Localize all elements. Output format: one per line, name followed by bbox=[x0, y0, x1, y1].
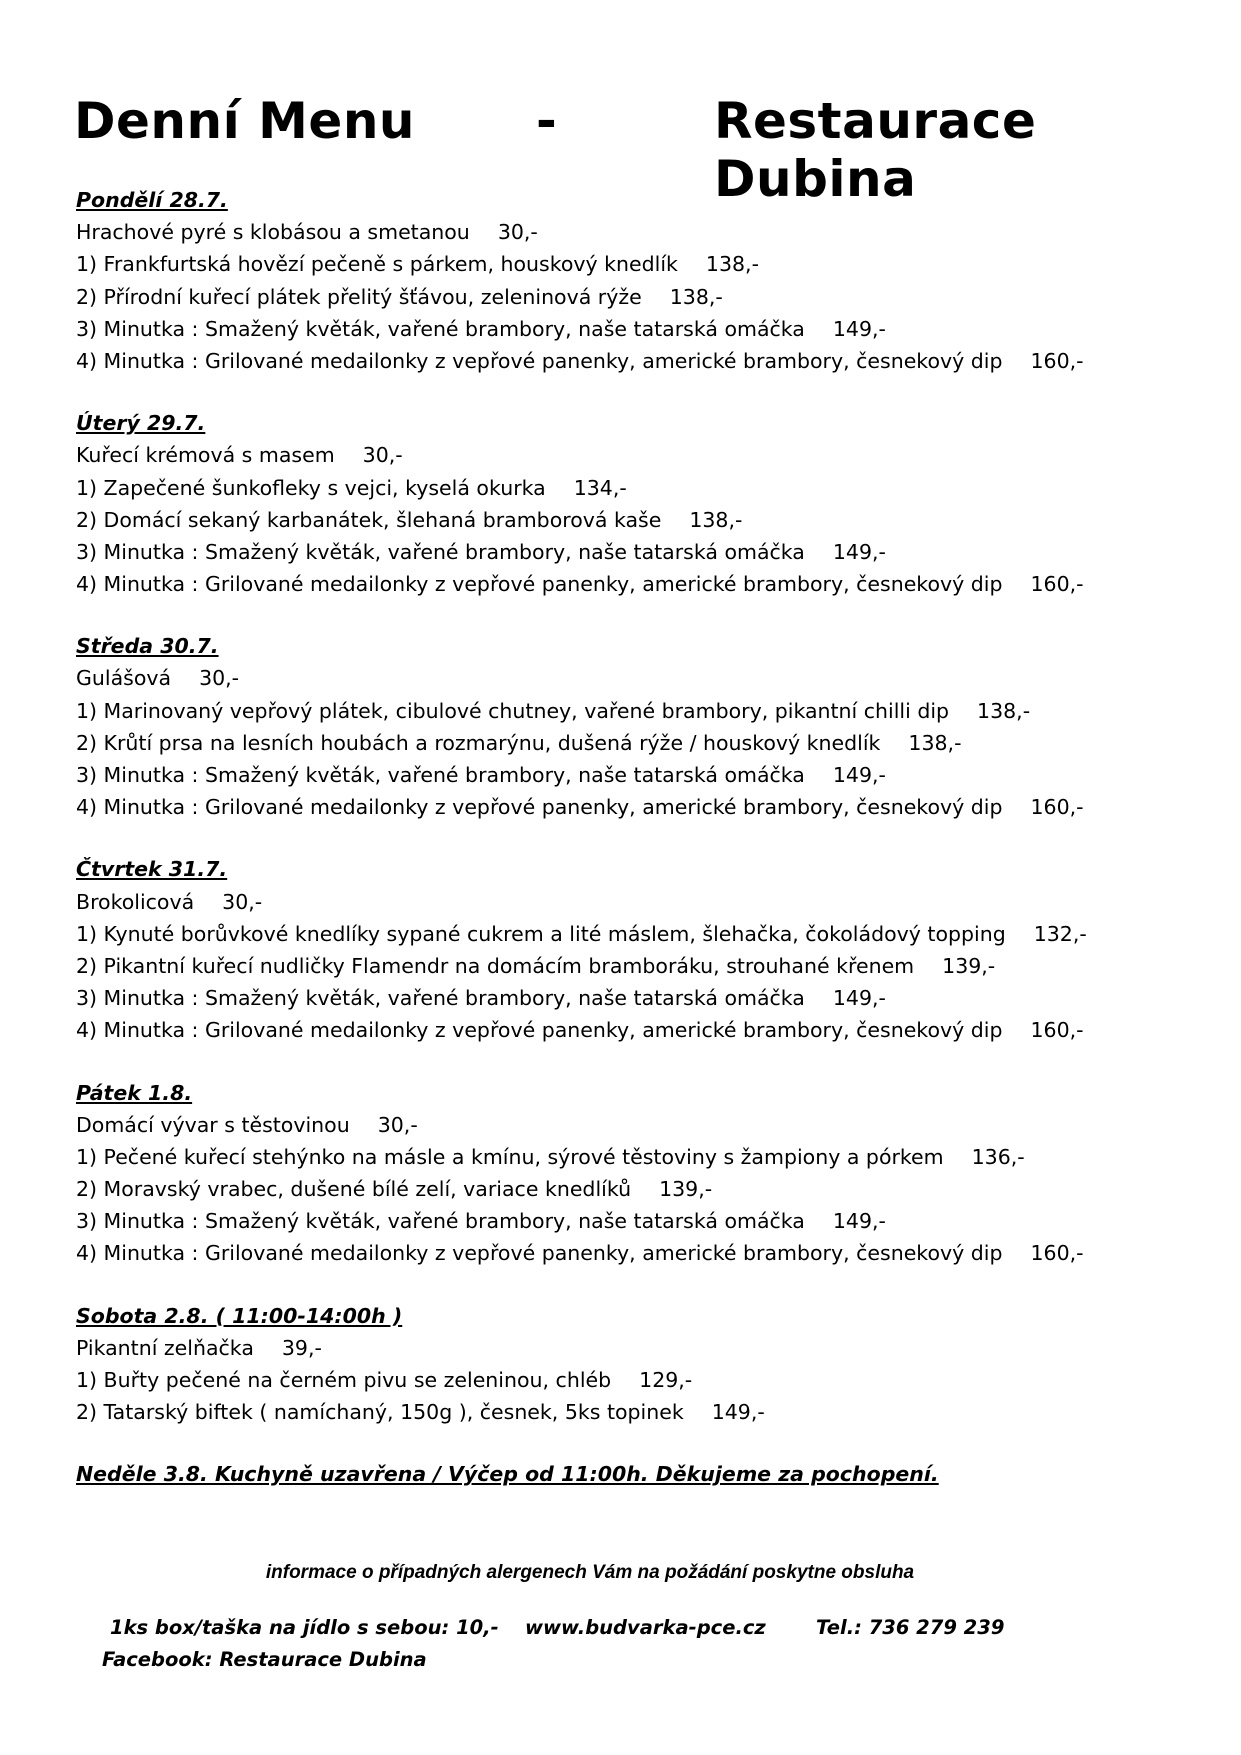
menu-item-price: 30,- bbox=[222, 889, 263, 914]
menu-item-name: Kuřecí krémová s masem bbox=[76, 443, 335, 468]
menu-item bbox=[76, 504, 1196, 536]
menu-item bbox=[76, 886, 1196, 918]
menu-item bbox=[76, 536, 1196, 568]
menu-item bbox=[76, 791, 1196, 823]
title-dash: - bbox=[536, 92, 558, 150]
menu-item-price: 134,- bbox=[573, 475, 627, 500]
menu-item-price: 138,- bbox=[908, 730, 962, 755]
day-heading: Středa 30.7. bbox=[76, 634, 219, 659]
menu-item bbox=[76, 216, 1196, 248]
menu-item bbox=[76, 345, 1196, 377]
menu-item bbox=[76, 918, 1196, 950]
menu-item-name: 2) Domácí sekaný karbanátek, šlehaná bramborová kaše bbox=[76, 507, 662, 532]
menu-item-name: Domácí vývar s těstovinou bbox=[76, 1112, 350, 1137]
menu-item bbox=[76, 1014, 1196, 1046]
menu-item-name: 3) Minutka : Smažený květák, vařené brambory, naše tatarská omáčka bbox=[76, 1209, 805, 1234]
menu-item bbox=[76, 950, 1196, 982]
day-heading: Pátek 1.8. bbox=[76, 1080, 193, 1105]
day-section bbox=[76, 853, 1196, 1046]
menu-item-name: 2) Krůtí prsa na lesních houbách a rozmarýnu, dušená rýže / houskový knedlík bbox=[76, 730, 881, 755]
menu-item-price: 149,- bbox=[711, 1400, 765, 1425]
weekly-menu bbox=[76, 184, 1196, 1490]
menu-item bbox=[76, 472, 1196, 504]
menu-item-price: 30,- bbox=[497, 220, 538, 245]
menu-item-name: 1) Marinovaný vepřový plátek, cibulové chutney, vařené brambory, pikantní chilli dip bbox=[76, 698, 950, 723]
menu-item-name: 1) Zapečené šunkofleky s vejci, kyselá okurka bbox=[76, 475, 546, 500]
menu-item-price: 136,- bbox=[971, 1144, 1025, 1169]
menu-item bbox=[76, 1332, 1196, 1364]
menu-item-price: 139,- bbox=[942, 953, 996, 978]
menu-item-name: 1) Kynuté borůvkové knedlíky sypané cukrem a lité máslem, šlehačka, čokoládový topping bbox=[76, 921, 1006, 946]
menu-item-name: 3) Minutka : Smažený květák, vařené brambory, naše tatarská omáčka bbox=[76, 539, 805, 564]
menu-item-price: 160,- bbox=[1030, 1241, 1084, 1266]
menu-item-name: 2) Pikantní kuřecí nudličky Flamendr na domácím bramboráku, strouhané křenem bbox=[76, 953, 915, 978]
menu-item-name: Hrachové pyré s klobásou a smetanou bbox=[76, 220, 470, 245]
menu-item-name: Gulášová bbox=[76, 666, 172, 691]
menu-item bbox=[76, 1141, 1196, 1173]
menu-item-price: 149,- bbox=[832, 539, 886, 564]
menu-item-price: 132,- bbox=[1033, 921, 1087, 946]
menu-item-name: 2) Moravský vrabec, dušené bílé zelí, variace knedlíků bbox=[76, 1177, 632, 1202]
sunday-closed-notice: Neděle 3.8. Kuchyně uzavřena / Výčep od 11:00h. Děkujeme za pochopení. bbox=[76, 1462, 939, 1487]
menu-item-name: 1) Buřty pečené na černém pivu se zeleninou, chléb bbox=[76, 1368, 612, 1392]
day-section bbox=[76, 1300, 1196, 1429]
menu-item-price: 160,- bbox=[1030, 572, 1084, 597]
day-heading: Úterý 29.7. bbox=[76, 411, 206, 436]
menu-item-price: 39,- bbox=[281, 1335, 322, 1360]
menu-item-name: 4) Minutka : Grilované medailonky z vepřové panenky, americké brambory, česnekový dip bbox=[76, 572, 1003, 597]
menu-item bbox=[76, 439, 1196, 471]
day-section bbox=[76, 1077, 1196, 1270]
menu-item-name: 2) Tatarský biftek ( namíchaný, 150g ), česnek, 5ks topinek bbox=[76, 1400, 684, 1425]
title-restaurant: Restaurace Dubina bbox=[714, 92, 1037, 208]
menu-item-name: 4) Minutka : Grilované medailonky z vepřové panenky, americké brambory, česnekový dip bbox=[76, 1241, 1003, 1266]
menu-item bbox=[76, 1364, 1196, 1396]
menu-item-price: 138,- bbox=[689, 507, 743, 532]
menu-item bbox=[76, 313, 1196, 345]
menu-item-name: 4) Minutka : Grilované medailonky z vepřové panenky, americké brambory, česnekový dip bbox=[76, 795, 1003, 820]
menu-item-price: 149,- bbox=[832, 763, 886, 787]
menu-item-price: 149,- bbox=[832, 986, 886, 1011]
menu-item bbox=[76, 982, 1196, 1014]
menu-item-name: 2) Přírodní kuřecí plátek přelitý šťávou, zeleninová rýže bbox=[76, 284, 642, 309]
menu-item-price: 30,- bbox=[377, 1112, 418, 1137]
menu-item-name: Brokolicová bbox=[76, 889, 195, 914]
menu-item bbox=[76, 662, 1196, 694]
menu-item-price: 129,- bbox=[639, 1368, 693, 1392]
menu-item-name: 3) Minutka : Smažený květák, vařené brambory, naše tatarská omáčka bbox=[76, 986, 805, 1011]
day-heading: Pondělí 28.7. bbox=[76, 188, 228, 212]
menu-item bbox=[76, 248, 1196, 280]
title-left: Denní Menu bbox=[74, 92, 416, 150]
menu-item bbox=[76, 759, 1196, 791]
menu-item-price: 160,- bbox=[1030, 1018, 1084, 1043]
menu-item-name: 4) Minutka : Grilované medailonky z vepřové panenky, americké brambory, česnekový dip bbox=[76, 348, 1003, 373]
menu-item-name: 1) Pečené kuřecí stehýnko na másle a kmínu, sýrové těstoviny s žampiony a pórkem bbox=[76, 1144, 944, 1169]
menu-item-price: 138,- bbox=[705, 252, 759, 277]
allergens-note: informace o případných alergenech Vám na požádání poskytne obsluha bbox=[265, 1562, 915, 1583]
facebook-info: Facebook: Restaurace Dubina bbox=[102, 1648, 427, 1671]
menu-item bbox=[76, 1109, 1196, 1141]
menu-item-price: 138,- bbox=[669, 284, 723, 309]
menu-item-name: 3) Minutka : Smažený květák, vařené brambory, naše tatarská omáčka bbox=[76, 763, 805, 787]
menu-item-price: 160,- bbox=[1030, 795, 1084, 820]
website-link[interactable]: www.budvarka-pce.cz bbox=[525, 1616, 766, 1639]
menu-item-name: 1) Frankfurtská hovězí pečeně s párkem, houskový knedlík bbox=[76, 252, 678, 277]
menu-item bbox=[76, 1396, 1196, 1428]
menu-item-price: 160,- bbox=[1030, 348, 1084, 373]
menu-item-name: Pikantní zelňačka bbox=[76, 1335, 254, 1360]
menu-item bbox=[76, 568, 1196, 600]
box-price: 1ks box/taška na jídlo s sebou: 10,- bbox=[110, 1616, 499, 1639]
menu-item-price: 30,- bbox=[362, 443, 403, 468]
menu-item-name: 4) Minutka : Grilované medailonky z vepřové panenky, americké brambory, česnekový dip bbox=[76, 1018, 1003, 1043]
footer-contact-row bbox=[110, 1616, 1110, 1642]
menu-item bbox=[76, 281, 1196, 313]
phone-number: Tel.: 736 279 239 bbox=[816, 1616, 1005, 1639]
menu-item bbox=[76, 1205, 1196, 1237]
day-heading: Sobota 2.8. ( 11:00-14:00h ) bbox=[76, 1303, 403, 1328]
menu-item-price: 30,- bbox=[199, 666, 240, 691]
menu-item-price: 149,- bbox=[832, 1209, 886, 1234]
menu-item-name: 3) Minutka : Smažený květák, vařené brambory, naše tatarská omáčka bbox=[76, 316, 805, 341]
day-section bbox=[76, 630, 1196, 823]
menu-item-price: 139,- bbox=[659, 1177, 713, 1202]
day-section bbox=[76, 407, 1196, 600]
menu-item-price: 138,- bbox=[977, 698, 1031, 723]
menu-item bbox=[76, 727, 1196, 759]
day-heading: Čtvrtek 31.7. bbox=[76, 857, 228, 882]
menu-item-price: 149,- bbox=[832, 316, 886, 341]
day-section bbox=[76, 184, 1196, 377]
menu-item bbox=[76, 695, 1196, 727]
menu-item bbox=[76, 1173, 1196, 1205]
menu-item bbox=[76, 1237, 1196, 1269]
